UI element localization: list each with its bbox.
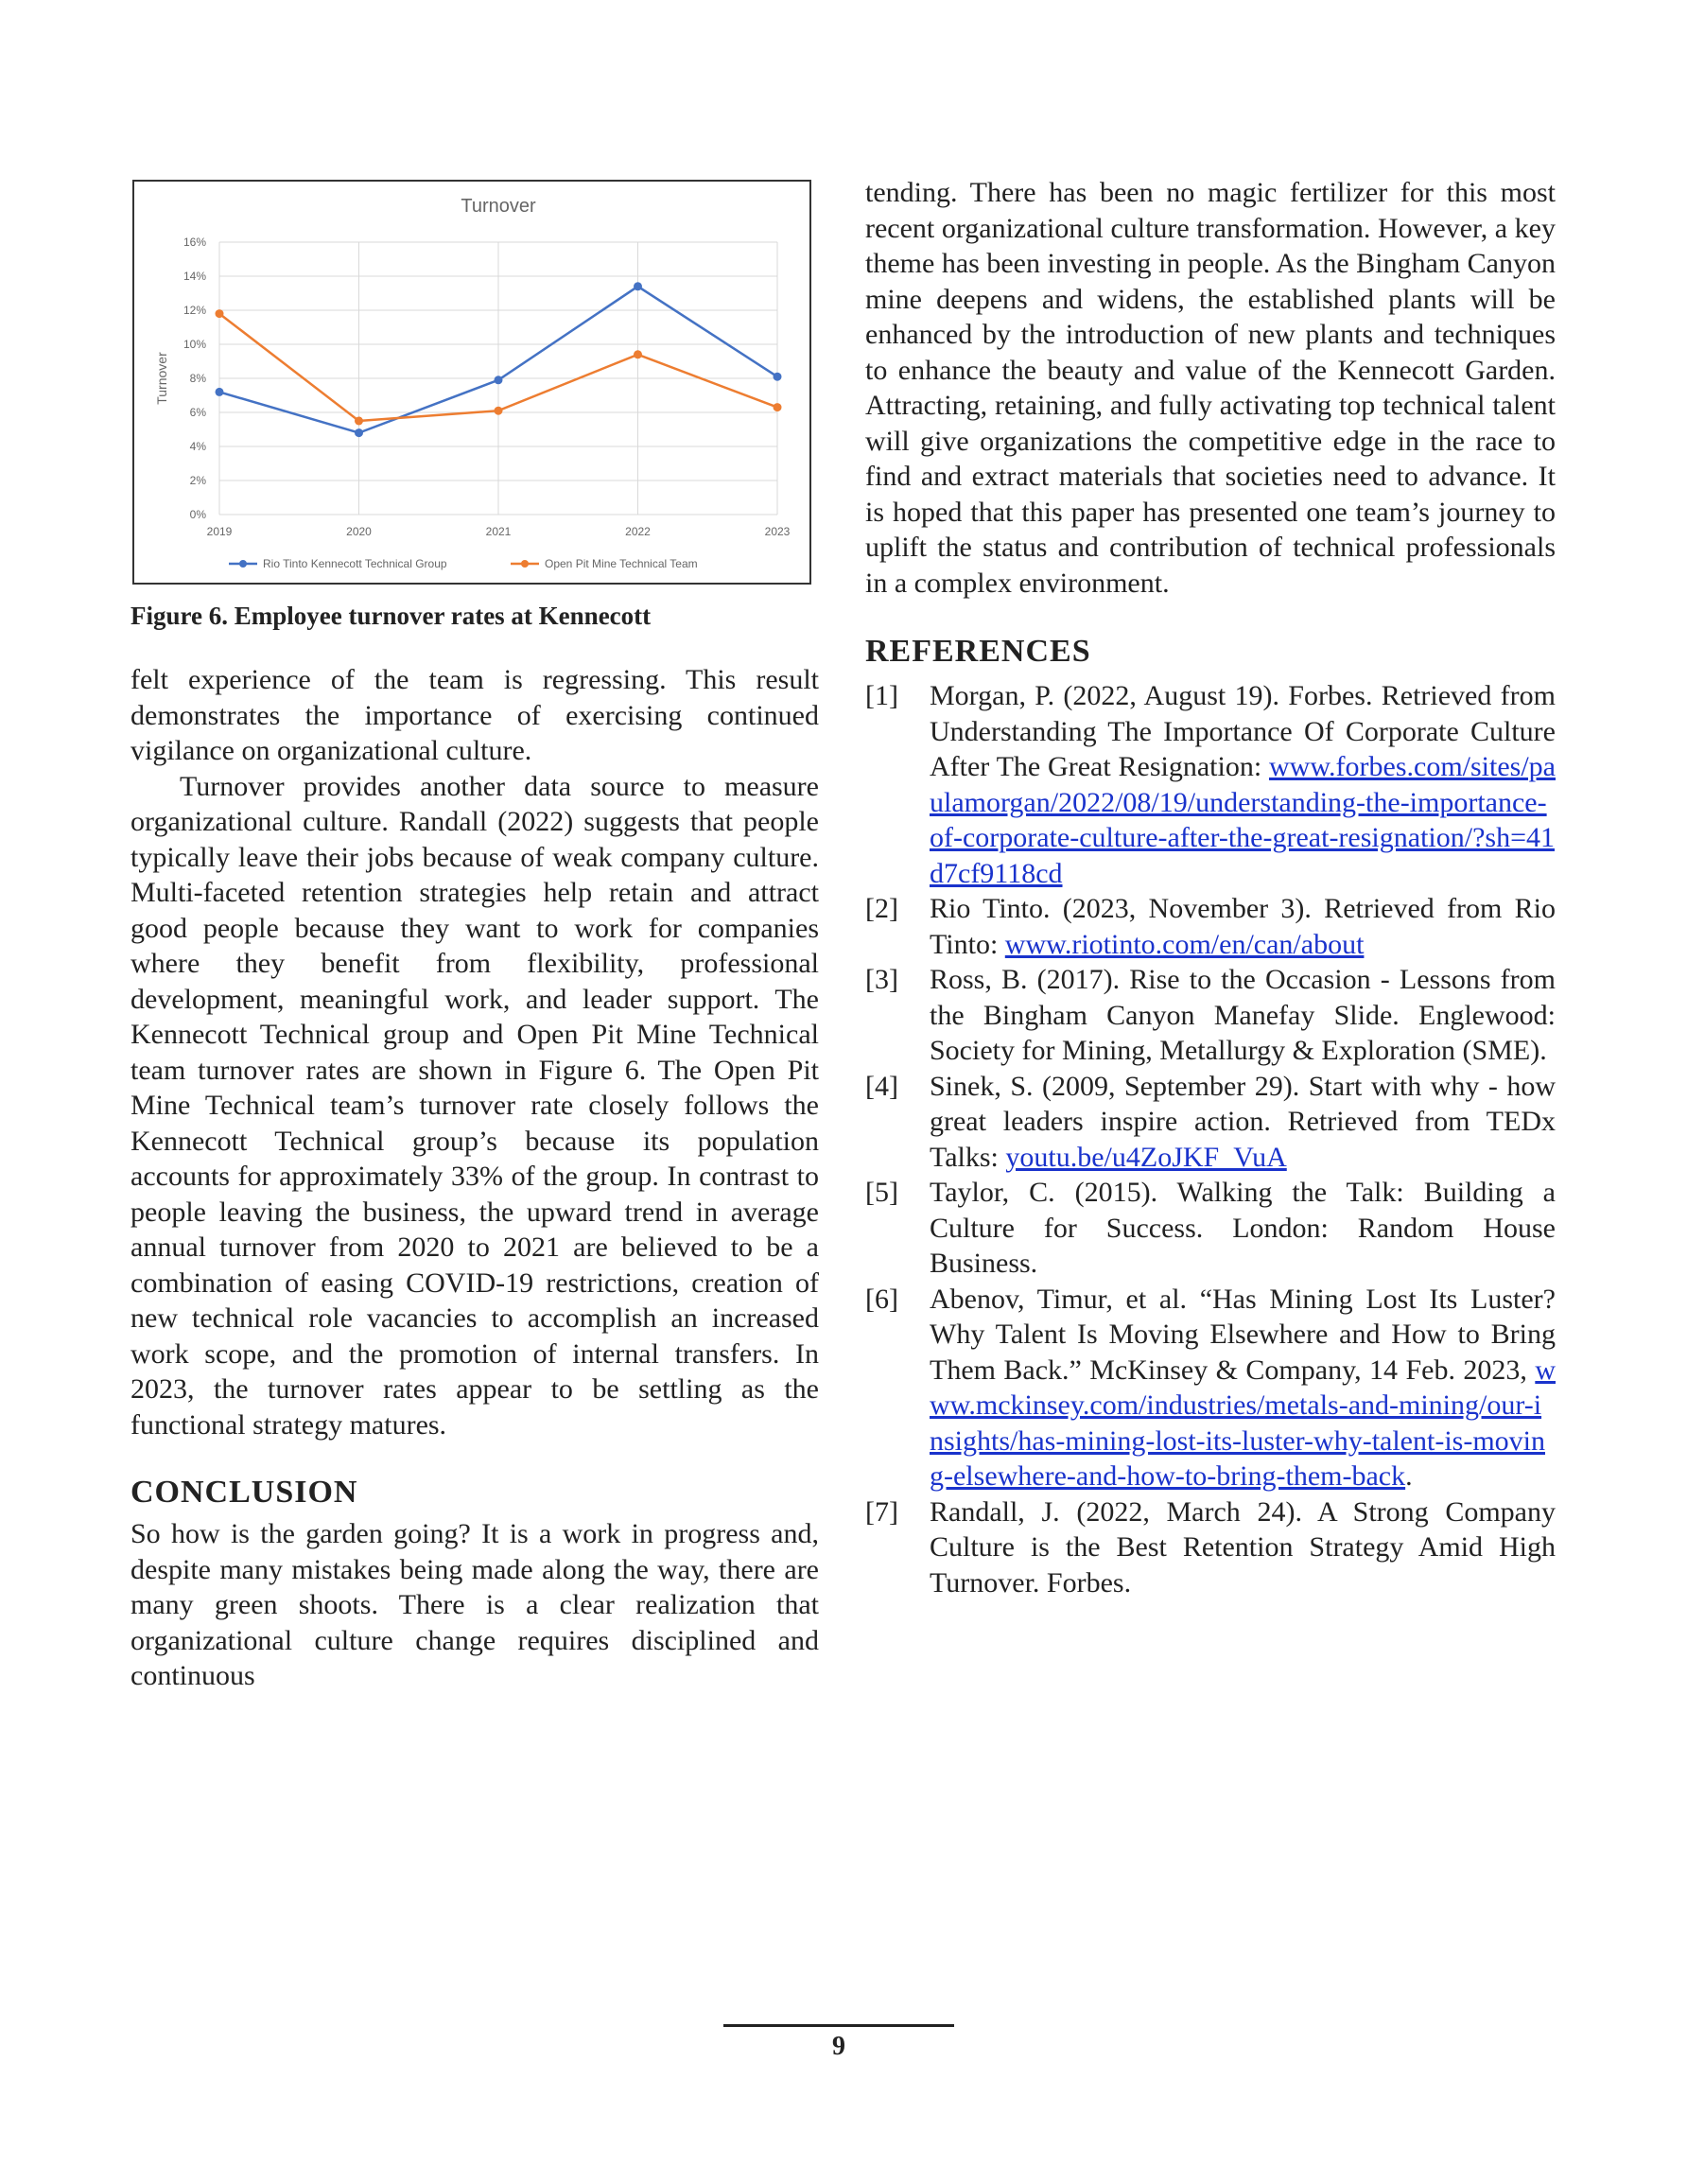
page-number: 9	[832, 2032, 845, 2061]
series-point	[355, 428, 363, 437]
reference-citation: Abenov, Timur, et al. “Has Mining Lost Its Luster? Why Talent Is Moving Elsewhere and How to Bring Them Back.” McKinsey & Company, 14 Feb. 2023,	[930, 1283, 1556, 1386]
references-heading: REFERENCES	[865, 634, 1091, 669]
series-point	[216, 388, 224, 396]
series-point	[355, 417, 363, 426]
x-tick-label: 2021	[485, 525, 512, 538]
reference-number: [7]	[865, 1495, 898, 1528]
reference-item	[865, 1175, 1556, 1282]
series-point	[634, 350, 642, 358]
reference-text	[930, 1175, 1556, 1282]
reference-item	[865, 678, 1556, 891]
reference-number: [6]	[865, 1283, 898, 1315]
reference-text	[930, 1069, 1556, 1176]
reference-citation: Morgan, P. (2022, August 19). Forbes. Retrieved from Understanding The Importance Of Corporate Culture After The Great Resignation:	[930, 680, 1556, 782]
series-point	[774, 403, 782, 411]
reference-text	[930, 891, 1556, 962]
reference-number: [3]	[865, 964, 898, 995]
chart-title: Turnover	[461, 196, 536, 217]
reference-number: [4]	[865, 1070, 898, 1102]
reference-number: [2]	[865, 893, 898, 924]
series-point	[216, 309, 224, 318]
x-tick-label: 2022	[625, 525, 651, 538]
paragraph-conclusion: So how is the garden going? It is a work in progress and, despite many mistakes being made along the way, there are many green shoots. There is a clear realization that organizational culture change requires disciplined and continuous	[130, 1518, 819, 1691]
series-point	[495, 376, 503, 384]
reference-citation: Ross, B. (2017). Rise to the Occasion - Lessons from the Bingham Canyon Manefay Slide. Englewood: Society for Mining, Metallurgy & Exploration (SME).	[930, 964, 1556, 1066]
series-point	[774, 373, 782, 381]
x-tick-label: 2019	[206, 525, 233, 538]
legend-marker	[239, 560, 247, 568]
footer-rule	[723, 2024, 954, 2027]
y-tick-label: 6%	[189, 406, 206, 419]
y-tick-label: 4%	[189, 440, 206, 453]
reference-item	[865, 891, 1556, 962]
x-tick-label: 2020	[346, 525, 372, 538]
reference-citation: Rio Tinto. (2023, November 3). Retrieved from Rio Tinto:	[930, 893, 1556, 960]
reference-list	[865, 678, 1556, 1600]
left-column	[130, 662, 819, 1694]
reference-link[interactable]: www.riotinto.com/en/can/about	[1004, 928, 1365, 960]
legend-marker	[521, 560, 529, 568]
y-tick-label: 2%	[189, 474, 206, 487]
reference-text	[930, 1494, 1556, 1601]
reference-link[interactable]: youtu.be/u4ZoJKF_VuA	[1005, 1141, 1287, 1173]
legend-label: Open Pit Mine Technical Team	[545, 557, 698, 570]
series-point	[495, 407, 503, 415]
paragraph-turnover: Turnover provides another data source to measure organizational culture. Randall (2022) suggests that people typically leave their jobs because of weak company culture. Multi-faceted retention strategies help retain and attract good people because they want to work for companies where they benefit from flexibility, professional development, meaningful work, and leader support. The Kennecott Technical group and Open Pit Mine Technical team turnover rates are shown in Figure 6. The Open Pit Mine Technical team’s turnover rate closely follows the Kennecott Technical group’s because its population accounts for approximately 33% of the group. In contrast to people leaving the business, the upward trend in average annual turnover from 2020 to 2021 are believed to be a combination of easing COVID-19 restrictions, creation of new technical role vacancies to accomplish an increased work scope, and the promotion of internal transfers. In 2023, the turnover rates appear to be settling as the functional strategy matures.	[130, 770, 819, 1441]
y-tick-label: 0%	[189, 508, 206, 521]
reference-number: [5]	[865, 1177, 898, 1208]
reference-item	[865, 1494, 1556, 1601]
y-tick-label: 14%	[183, 270, 206, 283]
y-axis-label: Turnover	[154, 352, 169, 405]
reference-item	[865, 1069, 1556, 1176]
reference-text	[930, 962, 1556, 1069]
conclusion-heading: CONCLUSION	[130, 1475, 358, 1510]
reference-link[interactable]: www.mckinsey.com/industries/metals-and-mining/our-insights/has-mining-lost-its-luster-why-talent-is-moving-elsewhere-and-how-to-bring-them-back	[930, 1354, 1556, 1492]
reference-citation: Taylor, C. (2015). Walking the Talk: Building a Culture for Success. London: Random House Business.	[930, 1177, 1556, 1279]
reference-item	[865, 962, 1556, 1069]
y-tick-label: 16%	[183, 236, 206, 249]
reference-citation: Sinek, S. (2009, September 29). Start with why - how great leaders inspire action. Retrieved from TEDx Talks:	[930, 1070, 1556, 1173]
reference-trailing-punctuation: .	[1405, 1460, 1413, 1492]
x-tick-label: 2023	[764, 525, 791, 538]
reference-number: [1]	[865, 680, 898, 711]
figure-caption: Figure 6. Employee turnover rates at Kennecott	[130, 602, 652, 630]
legend-label: Rio Tinto Kennecott Technical Group	[263, 557, 447, 570]
paragraph-conclusion-continued: tending. There has been no magic fertilizer for this most recent organizational culture transformation. However, a key theme has been investing in people. As the Bingham Canyon mine deepens and widens, the established plants will be enhanced by the introduction of new plants and techniques to enhance the beauty and value of the Kennecott Garden. Attracting, retaining, and fully activating top technical talent will give organizations the competitive edge in the race to find and extract materials that societies need to advance. It is hoped that this paper has presented one team’s journey to uplift the status and contribution of technical professionals in a complex environment.	[865, 177, 1556, 599]
paragraph-turnover-intro-end: felt experience of the team is regressing. This result demonstrates the importance of exercising continued vigilance on organizational culture.	[130, 664, 819, 766]
reference-item	[865, 1282, 1556, 1494]
y-tick-label: 10%	[183, 338, 206, 351]
y-tick-label: 8%	[189, 372, 206, 385]
figure-chart-frame	[132, 180, 811, 585]
reference-link[interactable]: www.forbes.com/sites/paulamorgan/2022/08/19/understanding-the-importance-of-corporate-culture-after-the-great-resignation/?sh=41d7cf9118cd	[930, 751, 1556, 889]
series-point	[634, 282, 642, 290]
turnover-line-chart	[134, 182, 809, 583]
reference-text	[930, 1282, 1556, 1494]
y-tick-label: 12%	[183, 304, 206, 317]
reference-citation: Randall, J. (2022, March 24). A Strong Company Culture is the Best Retention Strategy Amid High Turnover. Forbes.	[930, 1495, 1556, 1599]
reference-text	[930, 678, 1556, 891]
right-column	[865, 175, 1556, 1600]
